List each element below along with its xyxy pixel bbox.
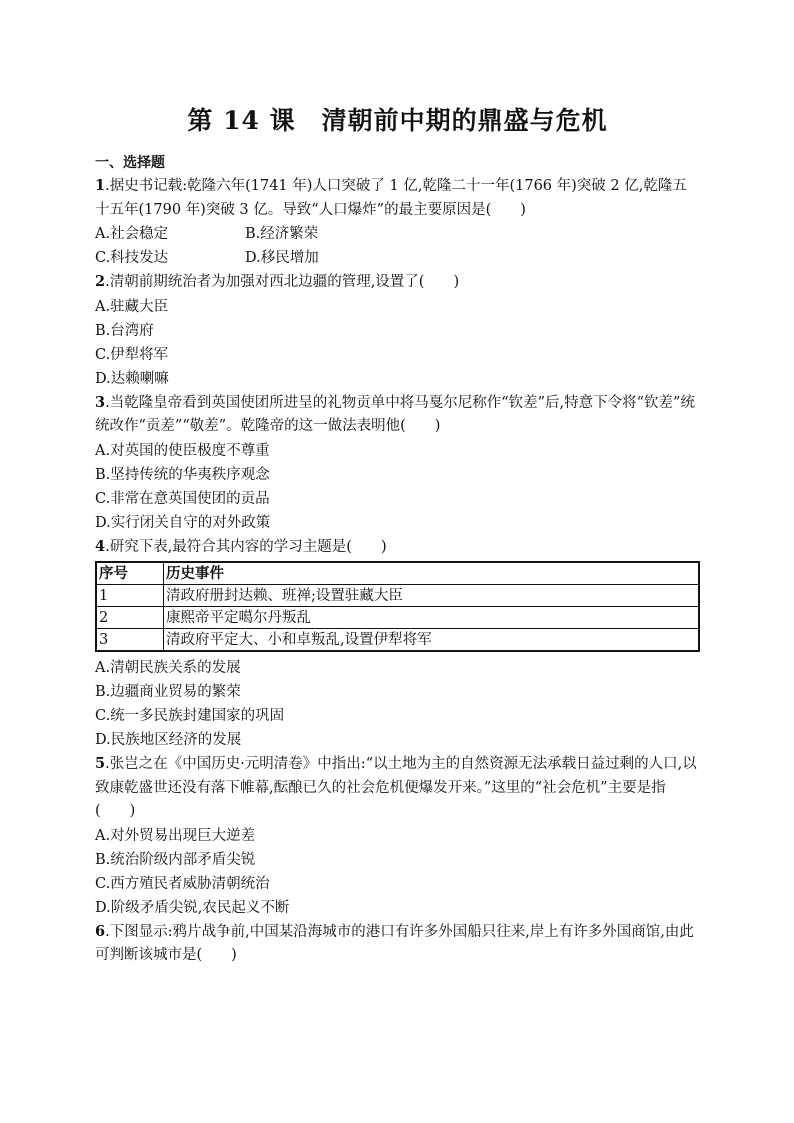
table-row: [96, 585, 699, 607]
option-d: D.达赖喇嘛: [95, 370, 169, 387]
question-text: .研究下表,最符合其内容的学习主题是( ): [105, 538, 387, 555]
question-3: [95, 391, 700, 439]
option-c: C.科技发达: [95, 250, 169, 266]
question-4: [95, 535, 700, 560]
option-a: A.驻藏大臣: [95, 298, 169, 315]
table-row: [96, 629, 699, 652]
option-b: B.台湾府: [95, 322, 154, 339]
option-d: D.实行闭关自守的对外政策: [95, 514, 271, 531]
option-c: C.非常在意英国使团的贡品: [95, 490, 270, 507]
question-6: [95, 920, 700, 968]
option-c: C.伊犁将军: [95, 346, 169, 363]
question-text: .下图显示:鸦片战争前,中国某沿海城市的港口有许多外国船只往来,岸上有许多外国商馆,由此可判断该城市是( ): [95, 923, 694, 963]
option-d: D.民族地区经济的发展: [95, 732, 242, 748]
question-2: [95, 270, 700, 295]
option-b: B.经济繁荣: [245, 226, 319, 242]
option-c: C.西方殖民者威胁清朝统治: [95, 875, 270, 892]
question-5: [95, 752, 700, 824]
history-table: [95, 561, 700, 652]
table-header-cell: 历史事件: [164, 562, 700, 585]
question-1: [95, 174, 700, 222]
table-cell: 3: [96, 629, 164, 652]
question-number: 4: [95, 537, 106, 555]
question-number: 6: [95, 922, 106, 940]
page-title: 第 14 课 清朝前中期的鼎盛与危机: [187, 106, 608, 135]
table-header-cell: 序号: [96, 562, 164, 585]
option-b: B.统治阶级内部矛盾尖锐: [95, 851, 256, 868]
option-a: A.清朝民族关系的发展: [95, 660, 241, 676]
question-text: .清朝前期统治者为加强对西北边疆的管理,设置了( ): [105, 274, 460, 290]
option-c: C.统一多民族封建国家的巩固: [95, 708, 285, 724]
question-number: 1: [95, 177, 106, 194]
table-cell: 康熙帝平定噶尔丹叛乱: [164, 607, 700, 629]
section-title: 一、选择题: [95, 155, 165, 171]
option-a: A.社会稳定: [95, 226, 169, 242]
table-cell: 清政府册封达赖、班禅;设置驻藏大臣: [164, 585, 700, 607]
options-row: [95, 222, 700, 246]
option-a: A.对英国的使臣极度不尊重: [95, 442, 270, 459]
table-cell: 1: [96, 585, 164, 607]
question-text: .据史书记载:乾隆六年(1741 年)人口突破了 1 亿,乾隆二十一年(1766 年)突破 2 亿,乾隆五十五年(1790 年)突破 3 亿。导致“人口爆炸”的最主要原因是( ): [95, 178, 687, 218]
option-d: D.阶级矛盾尖锐,农民起义不断: [95, 899, 290, 916]
document-page: [95, 104, 700, 968]
table-row: [96, 607, 699, 629]
option-b: B.坚持传统的华夷秩序观念: [95, 466, 270, 483]
option-a: A.对外贸易出现巨大逆差: [95, 827, 256, 844]
question-number: 2: [95, 273, 106, 290]
question-number: 3: [95, 393, 106, 411]
table-cell: 清政府平定大、小和卓叛乱,设置伊犁将军: [164, 629, 700, 652]
table-cell: 2: [96, 607, 164, 629]
option-d: D.移民增加: [245, 250, 319, 266]
options-row: [95, 246, 700, 270]
question-text: .当乾隆皇帝看到英国使团所进呈的礼物贡单中将马戛尔尼称作“钦差”后,特意下令将“钦差”统统改作“贡差”“敬差”。乾隆帝的这一做法表明他( ): [95, 394, 695, 434]
table-header-row: [96, 562, 699, 585]
option-b: B.边疆商业贸易的繁荣: [95, 684, 241, 700]
question-number: 5: [95, 755, 106, 772]
question-text: .张岂之在《中国历史·元明清卷》中指出:“以土地为主的自然资源无法承载日益过剩的人口,以致康乾盛世还没有落下帷幕,酝酿已久的社会危机便爆发开来。”这里的“社会危机”主要是指( ): [95, 756, 697, 819]
